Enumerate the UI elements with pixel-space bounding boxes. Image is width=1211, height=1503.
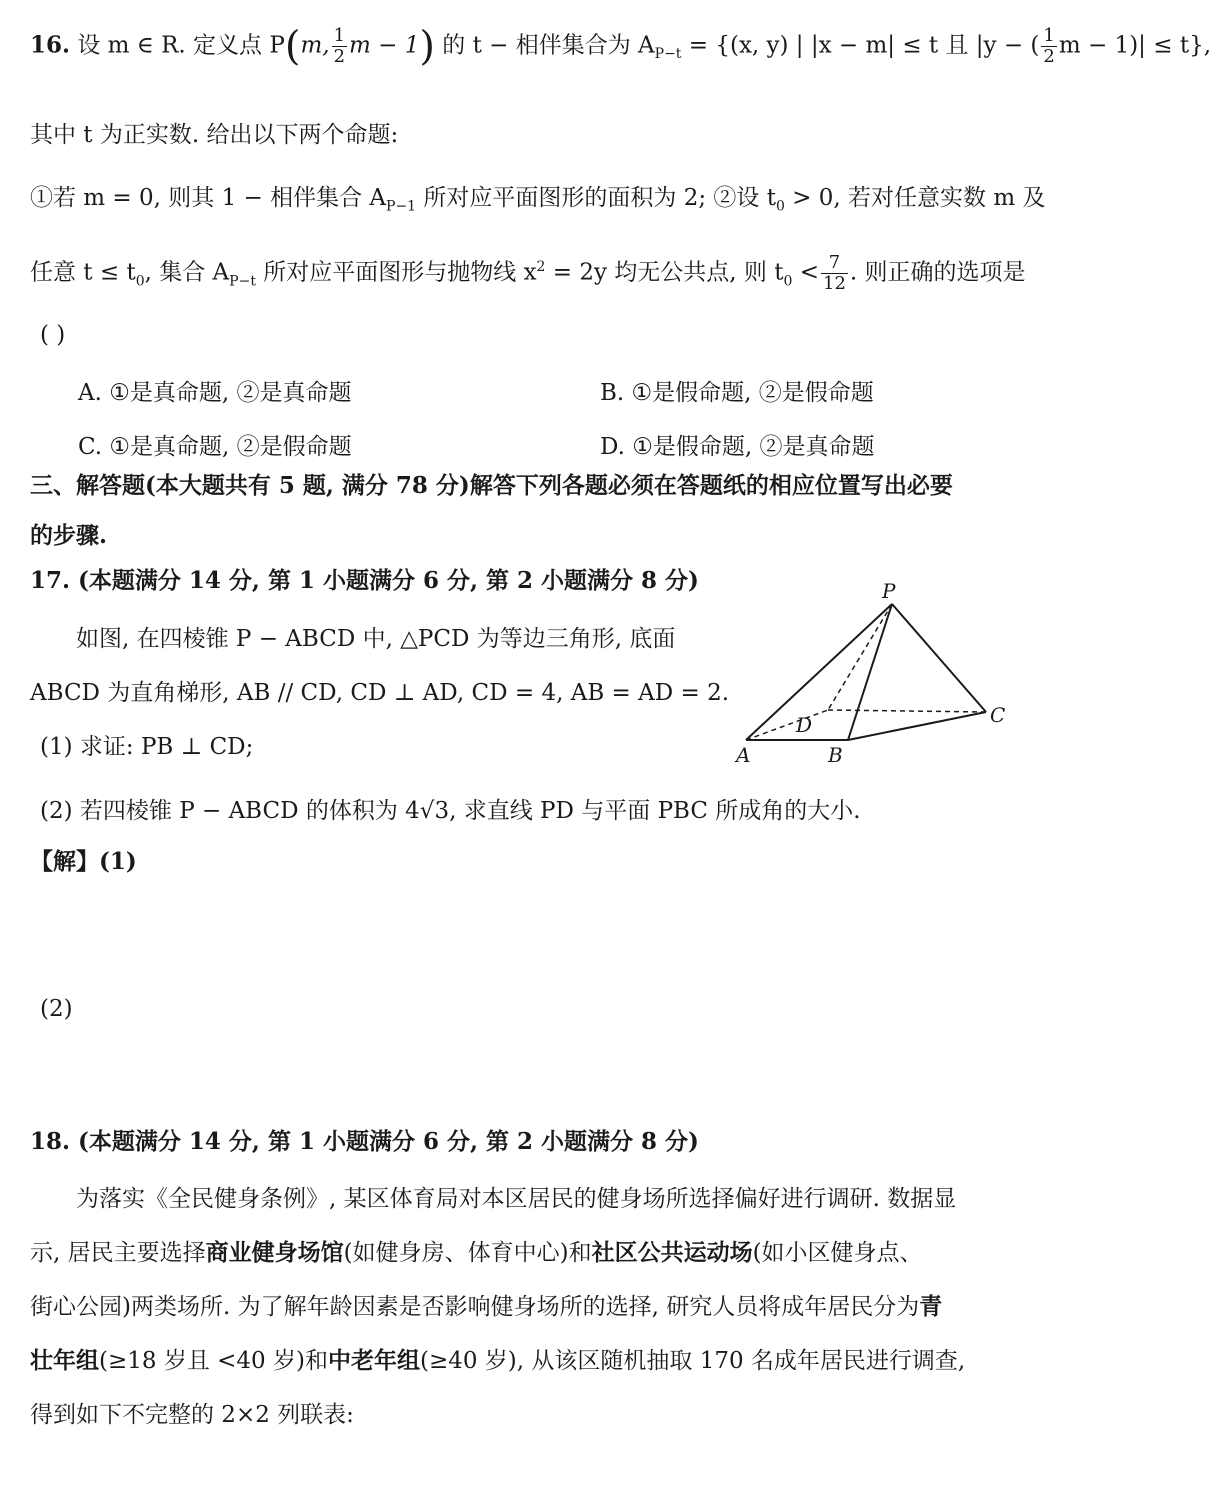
q16-number: 16. — [30, 31, 71, 59]
q16-half-fraction-2: $\frac{1}{2}$ — [1043, 25, 1055, 67]
pyramid-figure — [730, 580, 1050, 770]
q16-answer-paren: ( ) — [40, 322, 66, 348]
q16-set-def-b: m − 1)| ≤ t}, — [1058, 32, 1211, 59]
q16-line1-mid: 的 t − 相伴集合为 A — [442, 32, 655, 59]
q16-choice-d: D. ①是假命题, ②是真命题 — [600, 434, 875, 460]
q18-line4: 壮年组(≥18 岁且 <40 岁)和中老年组(≥40 岁), 从该区随机抽取 170 名成年居民进行调查, — [30, 1347, 966, 1374]
label-A: A — [736, 743, 751, 767]
q16-set-def-a: = {(x, y) | |x − m| ≤ t 且 |y − ( — [681, 32, 1040, 59]
q16-choice-a: A. ①是真命题, ②是真命题 — [78, 380, 352, 406]
label-P: P — [882, 579, 896, 603]
section3-heading-line2: 的步骤. — [30, 522, 108, 549]
q16-line3: ①若 m = 0, 则其 1 − 相伴集合 $A_{P-1}$ 所对应平面图形的面积为 2; ②设 $t_0 > 0$, 若对任意实数 m 及 — [30, 185, 1046, 215]
q16-line1-pre: 设 m ∈ R. 定义点 P — [77, 32, 285, 59]
q18-header: 18. (本题满分 14 分, 第 1 小题满分 6 分, 第 2 小题满分 8 分) — [30, 1128, 699, 1155]
q17-answer-part2: (2) — [40, 996, 73, 1022]
q16-half-fraction: $\frac{1}{2}$ — [333, 25, 346, 67]
edge-DC — [828, 710, 986, 712]
q16-line1: 16. 设 m ∈ R. 定义点 P(m, $\frac{1}{2}$ m − 1) 的 t − 相伴集合为 $A_{P-t} = \{(x$, y) | |x − m| ≤ t 且 |y − ( $\frac{1}{2}$ m − 1)| ≤ t}, — [30, 23, 1211, 70]
q17-part2: (2) 若四棱锥 P − ABCD 的体积为 4√3, 求直线 PD 与平面 PBC 所成角的大小. — [40, 798, 861, 824]
edge-AD — [746, 710, 828, 740]
q18-line5: 得到如下不完整的 2×2 列联表: — [30, 1402, 354, 1428]
edge-PD — [828, 604, 892, 710]
q16-choice-b: B. ①是假命题, ②是假命题 — [600, 380, 874, 406]
q16-line2: 其中 t 为正实数. 给出以下两个命题: — [30, 122, 399, 148]
q17-answer-part1: 【解】(1) — [30, 848, 137, 875]
q17-body-line2: ABCD 为直角梯形, AB // CD, CD ⊥ AD, CD = 4, AB = AD = 2. — [30, 680, 730, 706]
q18-line2: 示, 居民主要选择商业健身场馆(如健身房、体育中心)和社区公共运动场(如小区健身点、 — [30, 1239, 923, 1266]
section3-heading-line1: 三、解答题(本大题共有 5 题, 满分 78 分)解答下列各题必须在答题纸的相应位置写出必要 — [30, 472, 953, 499]
q17-body-line1: 如图, 在四棱锥 P − ABCD 中, △PCD 为等边三角形, 底面 — [76, 626, 676, 652]
label-B: B — [828, 743, 843, 767]
q17-part1: (1) 求证: PB ⊥ CD; — [40, 734, 254, 760]
q18-line3: 街心公园)两类场所. 为了解年龄因素是否影响健身场所的选择, 研究人员将成年居民分为青 — [30, 1293, 943, 1320]
q16-line4: 任意 $t \le t_0$, 集合 $A_{P-t}$ 所对应平面图形与抛物线 $x^2 = 2y$ 均无公共点, 则 $t_0$ < $\frac{7}{12}$ . 则正确的选项是 — [30, 252, 1026, 295]
edge-PC — [892, 604, 986, 712]
q17-header: 17. (本题满分 14 分, 第 1 小题满分 6 分, 第 2 小题满分 8 分) — [30, 567, 699, 594]
label-D: D — [796, 713, 813, 737]
q16-seven-twelfths: $\frac{7}{12}$ — [823, 252, 846, 295]
q16-point-tail: m − 1 — [349, 32, 420, 59]
label-C: C — [990, 703, 1006, 727]
q18-line1: 为落实《全民健身条例》, 某区体育局对本区居民的健身场所选择偏好进行调研. 数据显 — [76, 1186, 957, 1212]
q16-choice-c: C. ①是真命题, ②是假命题 — [78, 434, 352, 460]
edge-BC — [848, 712, 986, 740]
